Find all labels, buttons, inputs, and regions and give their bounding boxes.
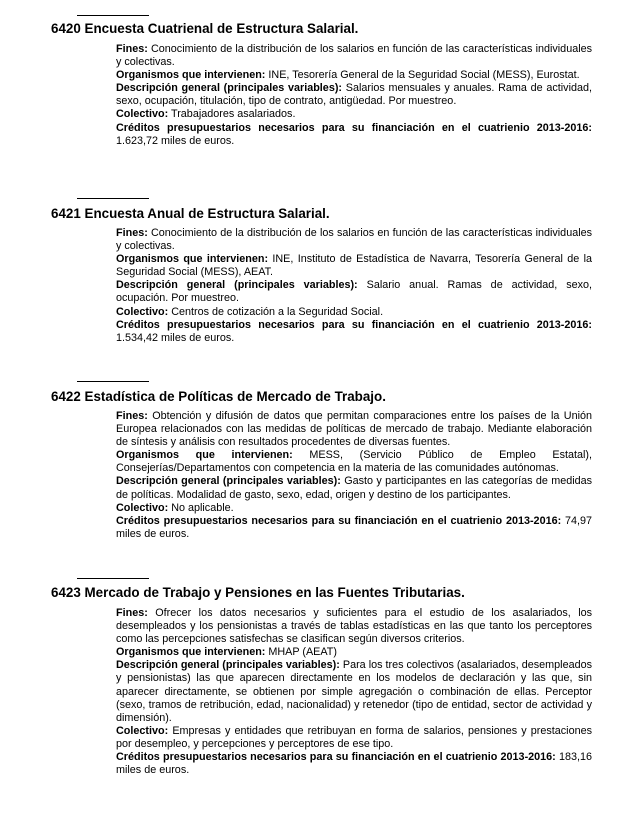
descripcion-text: Salario anual. Ramas de actividad, sexo, ocupación. Por muestreo.	[116, 279, 593, 305]
creditos-label: Créditos presupuestarios necesarios para su financiación en el cuatrienio 2013-2016:	[116, 318, 592, 331]
fines-label: Fines:	[116, 410, 148, 422]
organismos-label: Organismos que intervienen:	[116, 646, 266, 659]
descripcion-text: Para los tres colectivos (asalariados, desempleados y pensionistas) las que aparecen directamente en los modelos de declaración y las que, sin aparecer directamente, se obtienen por simple agregación o combinación de ellas. Perceptor (sexo, tramos de retribución, edad, nacionalidad) y retenedor (tipo de entidad, sector de actividad y dimensión).	[116, 659, 592, 724]
descripcion-paragraph	[116, 82, 592, 108]
colectivo-label: Colectivo:	[116, 305, 169, 318]
colectivo-text: Trabajadores asalariados.	[171, 108, 296, 121]
creditos-text: 1.534,42 miles de euros.	[116, 331, 235, 344]
section-divider	[77, 198, 149, 199]
colectivo-label: Colectivo:	[116, 724, 169, 737]
entry-heading	[51, 21, 358, 37]
fines-label: Fines:	[116, 607, 148, 619]
colectivo-paragraph	[116, 725, 592, 751]
descripcion-label: Descripción general (principales variables):	[116, 475, 341, 488]
colectivo-label: Colectivo:	[116, 108, 169, 121]
entry-code: 6421	[51, 206, 81, 221]
creditos-label: Créditos presupuestarios necesarios para su financiación en el cuatrienio 2013-2016:	[116, 751, 556, 764]
entry-title: Mercado de Trabajo y Pensiones en las Fuentes Tributarias.	[84, 585, 465, 600]
entry-heading	[51, 585, 465, 601]
section-divider	[77, 381, 149, 382]
organismos-text: INE, Instituto de Estadística de Navarra, Tesorería General de la Seguridad Social (MESS), AEAT.	[116, 253, 592, 279]
descripcion-paragraph	[116, 659, 592, 724]
organismos-label: Organismos que intervienen:	[116, 449, 293, 462]
creditos-paragraph	[116, 319, 592, 345]
colectivo-label: Colectivo:	[116, 501, 169, 514]
descripcion-paragraph	[116, 475, 592, 501]
descripcion-label: Descripción general (principales variables):	[116, 82, 343, 95]
fines-text: Conocimiento de la distribución de los salarios en función de las características individuales y colectivas.	[116, 227, 593, 253]
organismos-paragraph	[116, 253, 592, 279]
entry-title: Encuesta Cuatrienal de Estructura Salarial.	[84, 21, 359, 36]
descripcion-text: Salarios mensuales y anuales. Rama de actividad, sexo, ocupación, titulación, tipo de contrato, antigüedad. Por muestreo.	[116, 82, 592, 108]
descripcion-label: Descripción general (principales variables):	[116, 659, 340, 672]
entry-title: Estadística de Políticas de Mercado de Trabajo.	[84, 389, 386, 404]
fines-paragraph	[116, 227, 592, 253]
colectivo-paragraph	[116, 502, 592, 515]
entry-body	[116, 607, 592, 777]
organismos-text: MHAP (AEAT)	[268, 646, 337, 659]
fines-text: Ofrecer los datos necesarios y suficientes para el estudio de los asalariados, los desempleados y los pensionistas a través de tablas estadísticas en las que tanto los perceptores como las percepciones satisfechas se clasifican según diversos criterios.	[116, 607, 593, 646]
creditos-text: 74,97 miles de euros.	[116, 514, 593, 540]
organismos-paragraph	[116, 646, 592, 659]
descripcion-text: Gasto y participantes en las categorías de medidas de políticas. Modalidad de gasto, sexo, edad, origen y destino de los participantes.	[116, 475, 593, 501]
entry-title: Encuesta Anual de Estructura Salarial.	[84, 206, 330, 221]
entry-body	[116, 410, 592, 541]
section-divider	[77, 15, 149, 16]
colectivo-text: Empresas y entidades que retribuyan en forma de salarios, pensiones y prestaciones por desempleo, y percepciones y perceptores de ese tipo.	[116, 724, 592, 750]
entry-code: 6420	[51, 21, 81, 36]
creditos-label: Créditos presupuestarios necesarios para su financiación en el cuatrienio 2013-2016:	[116, 121, 592, 134]
entry-heading	[51, 389, 386, 405]
creditos-paragraph	[116, 515, 592, 541]
organismos-label: Organismos que intervienen:	[116, 253, 269, 266]
organismos-label: Organismos que intervienen:	[116, 69, 266, 82]
creditos-text: 1.623,72 miles de euros.	[116, 134, 235, 147]
creditos-paragraph	[116, 122, 592, 148]
fines-text: Obtención y difusión de datos que permitan comparaciones entre los países de la Unión Europea relacionados con las medidas de políticas de mercado de trabajo. Mediante elaboración de síntesis y análisis con resultados procedentes de diversas fuentes.	[116, 410, 592, 449]
colectivo-paragraph	[116, 108, 592, 121]
fines-text: Conocimiento de la distribución de los salarios en función de las características individuales y colectivas.	[116, 43, 593, 69]
organismos-paragraph	[116, 449, 592, 475]
fines-paragraph	[116, 607, 592, 646]
organismos-text: MESS, (Servicio Público de Empleo Estatal), Consejerías/Departamentos con competencia en la materia de las comunidades autónomas.	[116, 449, 592, 475]
colectivo-paragraph	[116, 306, 592, 319]
entry-code: 6423	[51, 585, 81, 600]
colectivo-text: No aplicable.	[171, 501, 234, 514]
colectivo-text: Centros de cotización a la Seguridad Social.	[171, 305, 384, 318]
fines-paragraph	[116, 410, 592, 449]
organismos-paragraph	[116, 69, 592, 82]
entry-heading	[51, 206, 330, 222]
creditos-paragraph	[116, 751, 592, 777]
fines-label: Fines:	[116, 227, 148, 239]
entry-body	[116, 227, 592, 345]
descripcion-label: Descripción general (principales variables):	[116, 279, 358, 292]
fines-paragraph	[116, 43, 592, 69]
fines-label: Fines:	[116, 43, 148, 55]
descripcion-paragraph	[116, 279, 592, 305]
organismos-text: INE, Tesorería General de la Seguridad Social (MESS), Eurostat.	[268, 69, 580, 82]
section-divider	[77, 578, 149, 579]
creditos-text: 183,16 miles de euros.	[116, 751, 593, 777]
entry-code: 6422	[51, 389, 81, 404]
creditos-label: Créditos presupuestarios necesarios para su financiación en el cuatrienio 2013-2016:	[116, 514, 562, 527]
entry-body	[116, 43, 592, 148]
